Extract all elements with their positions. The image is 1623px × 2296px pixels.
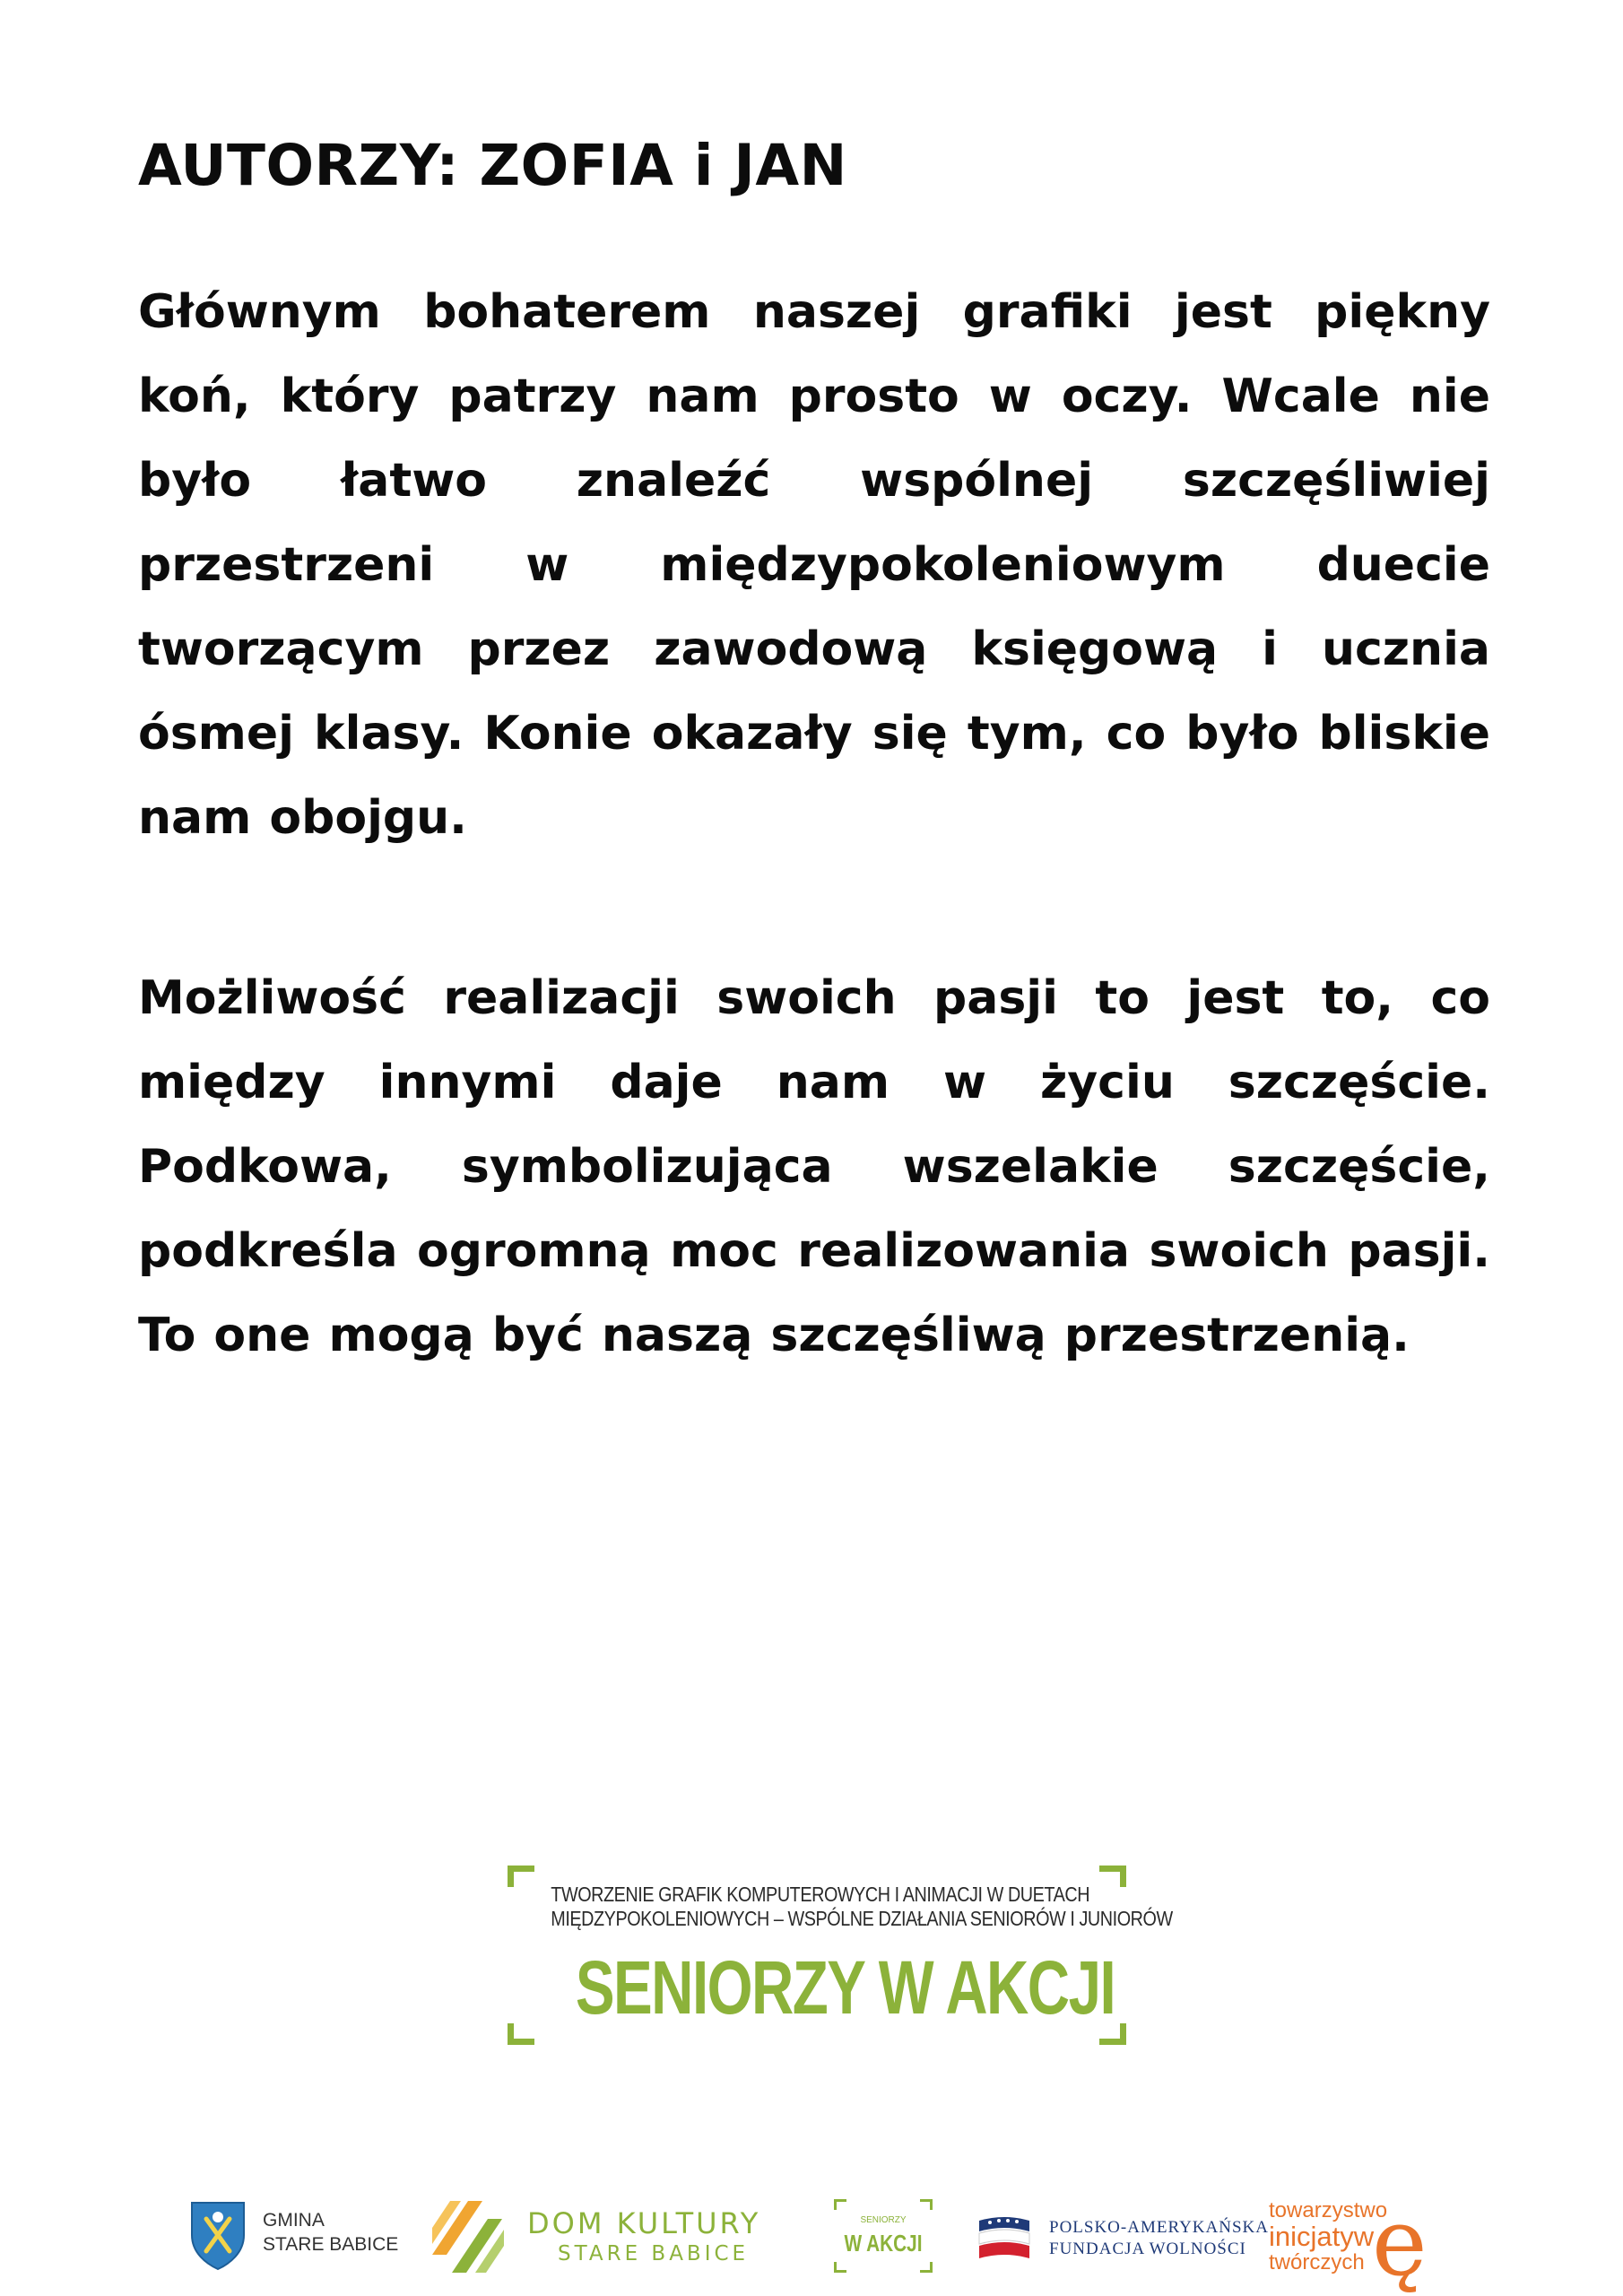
seniorzy-mini-line-1: SENIORZY <box>860 2215 907 2225</box>
seniorzy-mini-logo <box>834 2199 933 2273</box>
bracket-corner-icon <box>920 2199 933 2210</box>
paf-name <box>1049 2217 1269 2260</box>
flag-logo-icon <box>977 2213 1031 2264</box>
banner-subtitle-line-1: TWORZENIE GRAFIK KOMPUTEROWYCH I ANIMACJI W DUETACH <box>551 1883 1090 1906</box>
paf-line-2: FUNDACJA WOLNOŚCI <box>1049 2239 1246 2258</box>
bracket-corner-icon <box>508 2023 534 2045</box>
paf-line-1: POLSKO-AMERYKAŃSKA <box>1049 2218 1269 2237</box>
dom-kultury-name: DOM KULTURY <box>527 2206 761 2240</box>
page-title: AUTORZY: ZOFIA i JAN <box>138 133 847 198</box>
tit-logo-icon: ę <box>1372 2187 1428 2296</box>
paragraph-1: Głównym bohaterem naszej grafiki jest piękny koń, który patrzy nam prosto w oczy. Wcale nie było łatwo znaleźć wspólnej szczęśliwiej przestrzeni w międzypokoleniowym duecie tworzącym przez zawodową księgową i ucznia ósmej klasy. Konie okazały się tym, co było bliskie nam obojgu. <box>138 285 1490 845</box>
bracket-corner-icon <box>508 1866 534 1887</box>
coat-of-arms-icon <box>188 2199 247 2271</box>
paragraph-2: Możliwość realizacji swoich pasji to jest to, co między innymi daje nam w życiu szczęście. Podkowa, symbolizująca wszelakie szczęście, podkreśla ogromną moc realizowania swoich pasji. To one mogą być naszą szczęśliwą przestrzenią. <box>138 971 1490 1362</box>
tit-line-3: twórczych <box>1269 2250 1365 2274</box>
bracket-corner-icon <box>834 2199 846 2210</box>
sponsor-logos <box>0 2188 1623 2296</box>
tit-line-2: inicjatyw <box>1269 2221 1375 2252</box>
bracket-corner-icon <box>920 2262 933 2273</box>
banner-subtitle-line-2: MIĘDZYPOKOLENIOWYCH – WSPÓLNE DZIAŁANIA SENIORÓW I JUNIORÓW <box>551 1907 1173 1930</box>
bracket-corner-icon <box>1099 1866 1126 1887</box>
dom-kultury-sub: STARE BABICE <box>558 2242 750 2266</box>
bracket-corner-icon <box>834 2262 846 2273</box>
gmina-line-2: STARE BABICE <box>263 2234 399 2255</box>
tit-line-1: towarzystwo <box>1269 2198 1388 2222</box>
banner-title: SENIORZY W AKCJI <box>575 1945 1115 2030</box>
gmina-name <box>263 2208 398 2257</box>
project-banner <box>508 1866 1173 2045</box>
dom-kultury-logo-icon <box>432 2201 504 2273</box>
gmina-line-1: GMINA <box>263 2210 325 2231</box>
tit-name <box>1269 2199 1387 2274</box>
seniorzy-mini-line-2: W AKCJI <box>844 2230 923 2257</box>
